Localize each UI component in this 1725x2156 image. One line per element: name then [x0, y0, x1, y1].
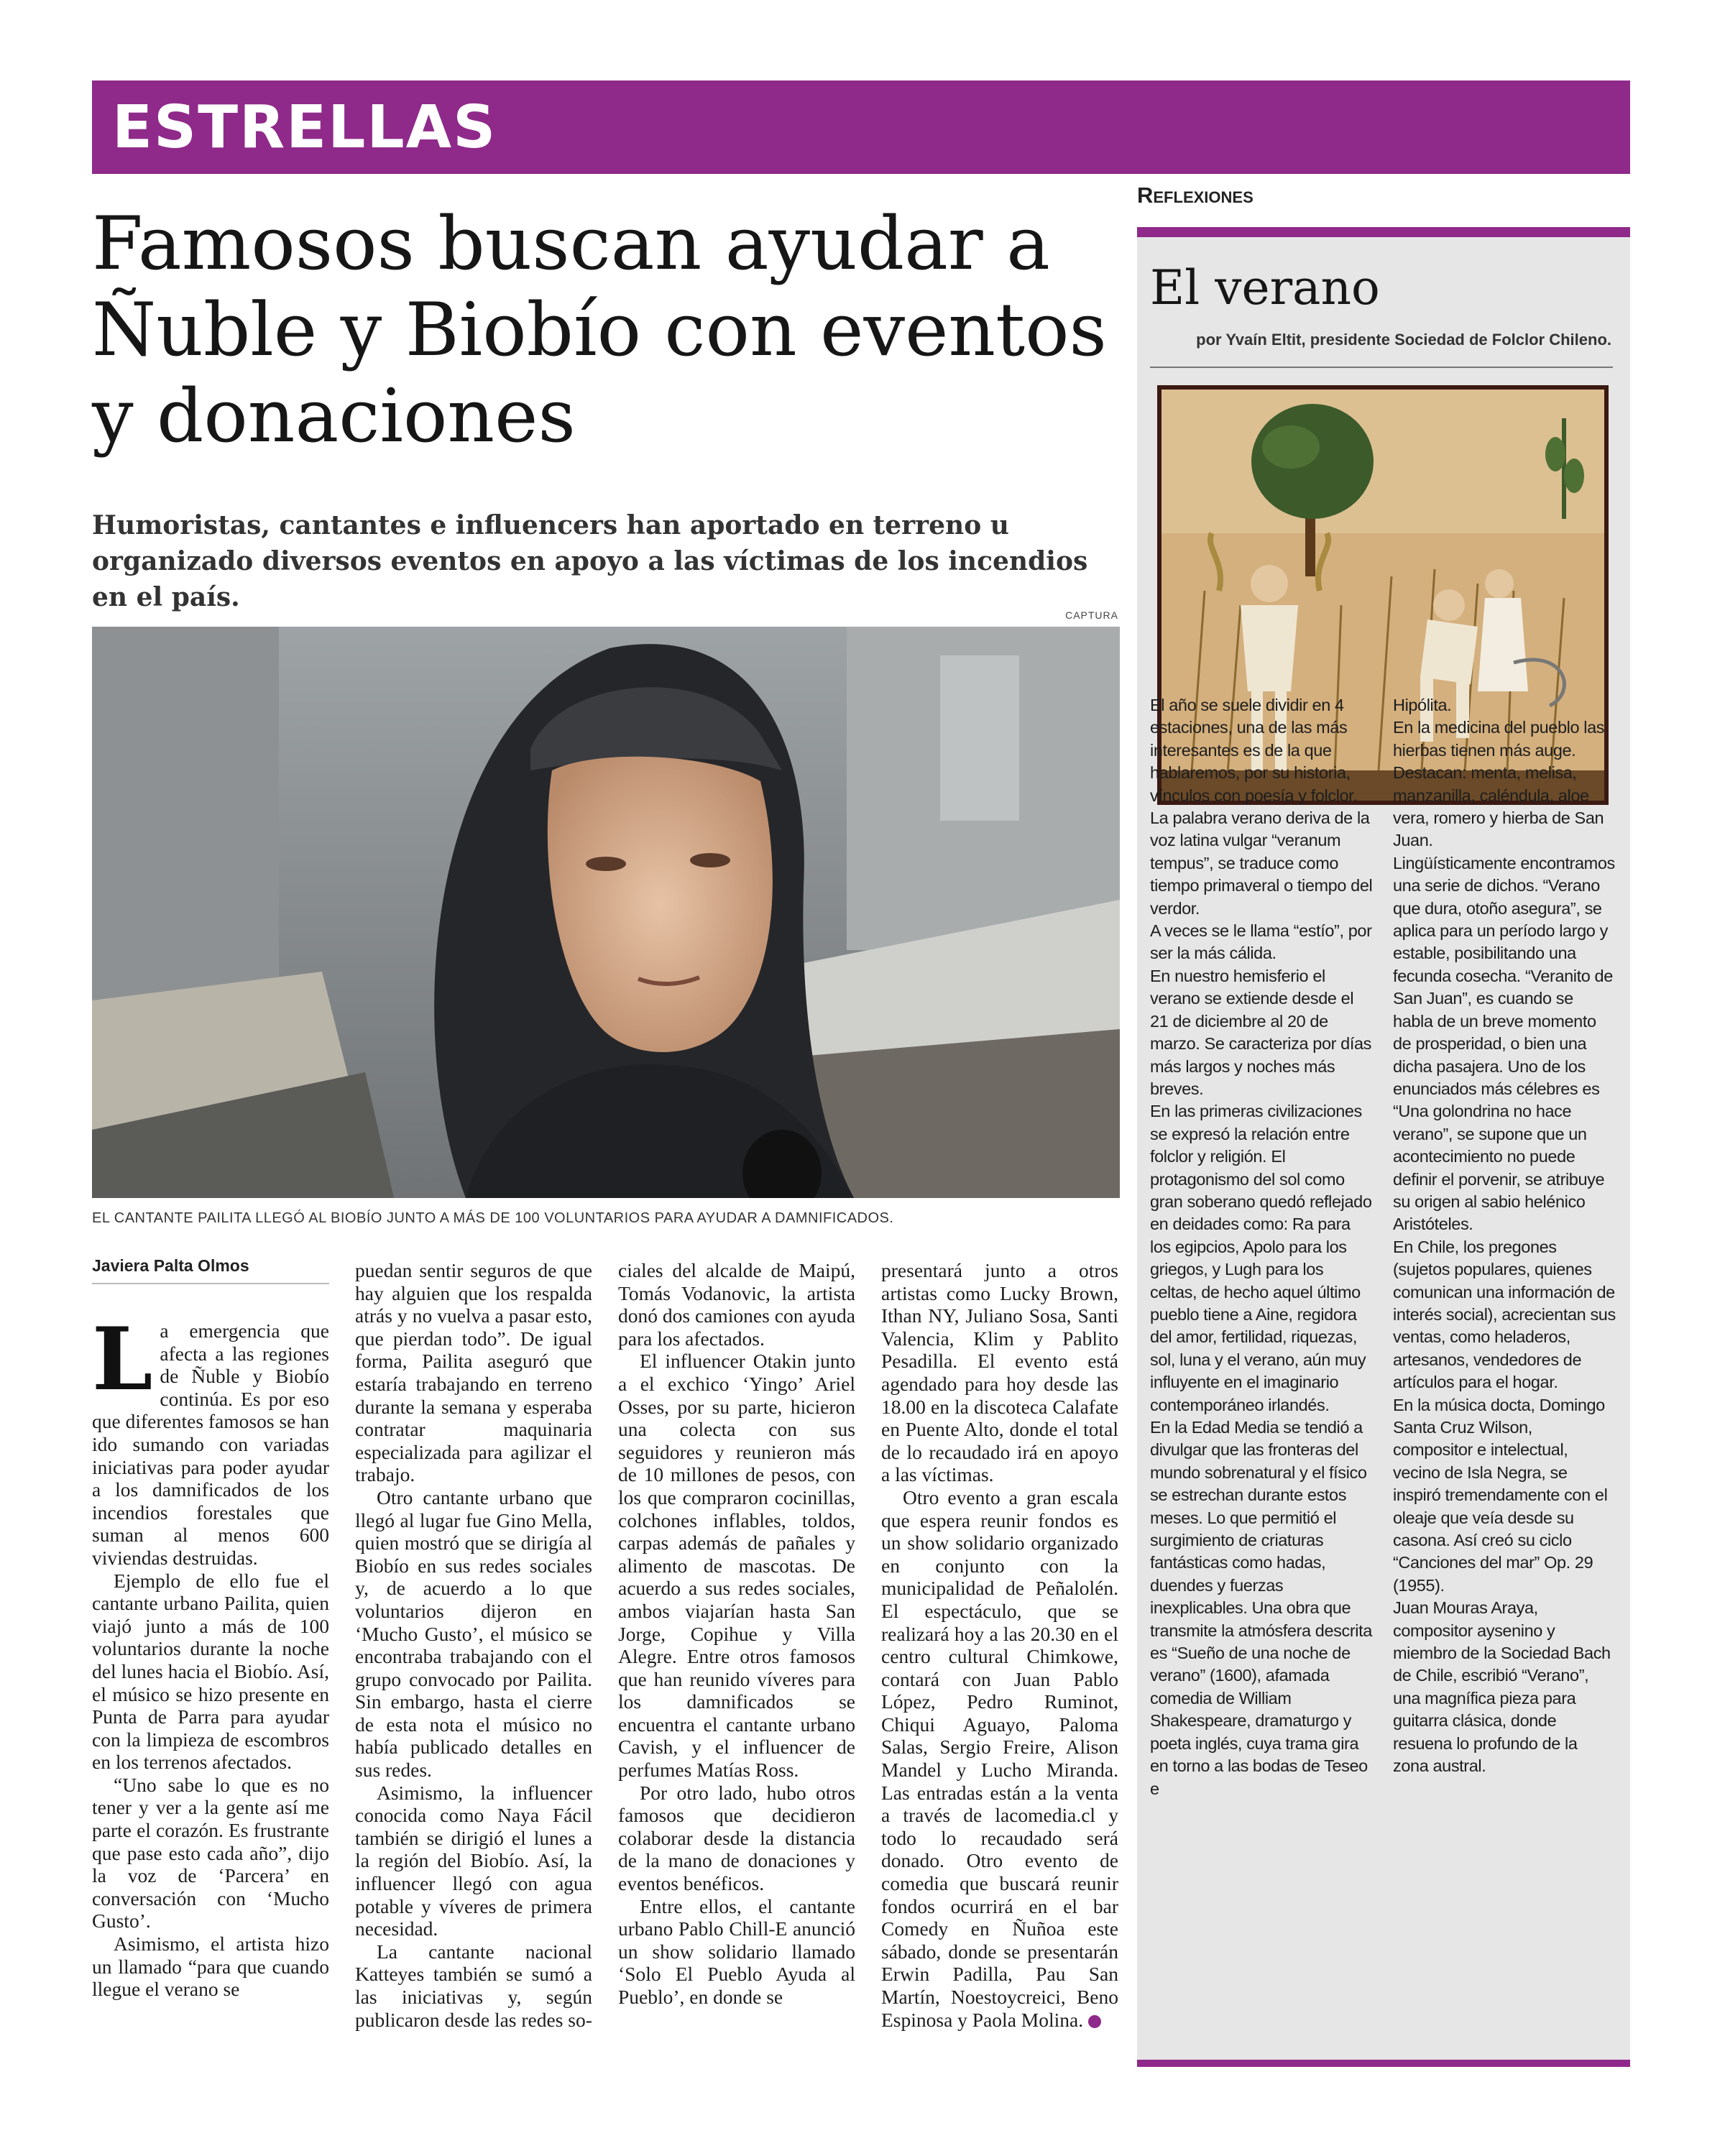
sidebar-column-2 [1393, 694, 1616, 1778]
sidebar-paragraph: Lingüísticamente encontramos una serie de dichos. “Verano que dura, otoño asegura”, se aplica para un período largo y estable, posibilitando una fecunda cosecha. “Veranito de San Juan”, es cuando se habla de un breve momento de prosperidad, o bien una dicha pasajera. Uno de los enunciados más célebres es “Una golondrina no hace verano”, se supone que un acontecimiento no puede definir el porvenir, se atribuye su origen al sabio helénico Aristóteles. [1393, 853, 1615, 1234]
article-paragraph: Otro evento a gran escala que espera reunir fondos es un show solidario organizado en conjunto con la municipalidad de Peñalolén. El espectáculo, que se realizará hoy a las 20.30 en el centro cultural Chimkowe, contará con Juan Pablo López, Pedro Ruminot, Chiqui Aguayo, Paloma Salas, Sergio Freire, Alison Mandel y Lucho Miranda. Las entradas están a la venta a través de lacomedia.cl y todo lo recaudado será donado. Otro evento de comedia que buscará reunir fondos ocurrirá en el bar Comedy en Ñuñoa este sábado, donde se presentarán Erwin Padilla, Pau San Martín, Noestoycreici, Beno Espinosa y Paola Molina. ✪ [881, 1485, 1118, 2031]
sidebar-paragraph: Hipólita. [1393, 696, 1452, 714]
sidebar-paragraph: En la medicina del pueblo las hierbas tienen más auge. Destacan: menta, melisa, manzanilla, caléndula, aloe vera, romero y hierba de San Juan. [1393, 718, 1605, 850]
byline-divider [92, 1283, 329, 1284]
article-paragraph: Asimismo, el artista hizo un llamado “para que cuando llegue el verano se [92, 1932, 329, 2001]
article-paragraph: Por otro lado, hubo otros famosos que decidieron colaborar desde la distancia de la mano de donaciones y eventos benéficos. [618, 1781, 855, 1895]
sidebar-paragraph: La palabra verano deriva de la voz latina vulgar “veranum tempus”, se traduce como tiempo primaveral o tiempo del verdor. [1150, 808, 1373, 918]
article-column-3 [618, 1259, 855, 2009]
article-paragraph: “Uno sabe lo que es no tener y ver a la gente así me parte el corazón. Es frustrante que pase esto cada año”, dijo la voz de ‘Parcera’ en conversación con ‘Mucho Gusto’. [92, 1773, 329, 1932]
sidebar-title: El verano [1150, 260, 1380, 315]
photo-credit: CAPTURA [1065, 609, 1118, 621]
article-paragraph: El influencer Otakin junto a el exchico ‘Yingo’ Ariel Osses, por su parte, hicieron una colecta con sus seguidores y reunieron más de 10 millones de pesos, con los que compraron cocinillas, colchones inflables, toldos, carpas además de pañales y alimento de mascotas. De acuerdo a sus redes sociales, ambos viajarían hasta San Jorge, Copihue y Villa Alegre. Entre otros famosos que han reunido víveres para los damnificados se encuentra el cantante urbano Cavish, y el influencer de perfumes Matías Ross. [618, 1350, 855, 1782]
article-paragraph: La emergencia que afecta a las regiones de Ñuble y Biobío continúa. Es por eso que diferentes famosos se han ido sumando con variadas iniciativas para poder ayudar a los damnificados de los incendios forestales que suman al menos 600 viviendas destruidas. [92, 1309, 329, 1569]
sidebar-paragraph: A veces se le llama “estío”, por ser la más cálida. [1150, 921, 1372, 963]
byline: Javiera Palta Olmos [92, 1256, 249, 1275]
sidebar-label: Reflexiones [1137, 183, 1254, 208]
article-column-4 [881, 1259, 1118, 2031]
article-paragraph: presentará junto a otros artistas como Lucky Brown, Ithan NY, Juliano Sosa, Santi Valencia, Klim y Pablito Pesadilla. El evento está agendado para hoy desde las 18.00 en la discoteca Calafate en Puente Alto, donde el total de lo recaudado irá en apoyo a las víctimas. [881, 1259, 1118, 1486]
article-paragraph: Entre ellos, el cantante urbano Pablo Chill-E anunció un show solidario llamado ‘Solo El Pueblo Ayuda al Pueblo’, en donde se [618, 1894, 855, 2008]
article-paragraph: puedan sentir seguros de que hay alguien que los respalda atrás y no vuelva a pasar esto, que pierdan todo”. De igual forma, Pailita aseguró que estaría trabajando en terreno durante la semana y esperaba contratar maquinaria especializada para agilizar el trabajo. [355, 1259, 592, 1486]
drop-cap: L [92, 1309, 153, 1410]
section-title: ESTRELLAS [112, 93, 497, 162]
sidebar-paragraph: En las primeras civilizaciones se expresó la relación entre folclor y religión. El protagonismo del sol como gran soberano quedó reflejado en deidades como: Ra para los egipcios, Apolo para los griegos, y Lugh para los celtas, de hecho aquel último pueblo tiene a Aine, regidora del amor, fertilidad, riquezas, sol, luna y el verano, aún muy influyente en el imaginario contemporáneo irlandés. [1150, 1102, 1372, 1414]
article-paragraph: Asimismo, la influencer conocida como Naya Fácil también se dirigió el lunes a la región del Biobío. Así, la influencer llegó con agua potable y víveres de primera necesidad. [355, 1781, 592, 1940]
sidebar-paragraph: El año se suele dividir en 4 estaciones, una de las más interesantes es de la que hablaremos, por su historia, vínculos con poesía y folclor. [1150, 696, 1358, 805]
sidebar-paragraph: En nuestro hemisferio el verano se extiende desde el 21 de diciembre al 20 de marzo. Se caracteriza por días más largos y noches más breves. [1150, 966, 1371, 1098]
sidebar-paragraph: En la Edad Media se tendió a divulgar que las fronteras del mundo sobrenatural y el físico se estrechan durante estos meses. Lo que permitió el surgimiento de criaturas fantásticas como hadas, duendes y fuerzas inexplicables. Una obra que transmite la atmósfera descrita es “Sueño de una noche de verano” (1600), afamada comedia de William Shakespeare, dramaturgo y poeta inglés, cuya trama gira en torno a las bodas de Teseo e [1150, 1418, 1372, 1798]
sidebar-paragraph: En la música docta, Domingo Santa Cruz Wilson, compositor e intelectual, vecino de Isla Negra, se inspiró tremendamente con el oleaje que veía desde su casona. Así creó su ciclo “Canciones del mar” Op. 29 (1955). [1393, 1395, 1608, 1595]
article-paragraph: La cantante nacional Katteyes también se sumó a las iniciativas y, según publicaron desde las redes so- [355, 1940, 592, 2031]
article-paragraph: Ejemplo de ello fue el cantante urbano Pailita, quien viajó junto a más de 100 voluntarios durante la noche del lunes hacia el Biobío. Así, el músico se hizo presente en Punta de Parra para ayudar con la limpieza de escombros en los terrenos afectados. [92, 1569, 329, 1774]
article-paragraph: Otro cantante urbano que llegó al lugar fue Gino Mella, quien mostró que se dirigía al Biobío en sus redes sociales y, de acuerdo a lo que voluntarios dijeron en ‘Mucho Gusto’, el músico se encontraba trabajando con el grupo convocado por Pailita. Sin embargo, hasta el cierre de esta nota el músico no había publicado detalles en sus redes. [355, 1485, 592, 1782]
article-column-1 [92, 1309, 329, 2001]
photo-caption: EL CANTANTE PAILITA LLEGÓ AL BIOBÍO JUNTO A MÁS DE 100 VOLUNTARIOS PARA AYUDAR A DAMNIFICADOS. [92, 1210, 894, 1226]
article-column-2 [355, 1259, 592, 2031]
sidebar-column-1 [1150, 694, 1373, 1800]
headline: Famosos buscan ayudar a Ñuble y Biobío con eventos y donaciones [92, 201, 1107, 459]
article-paragraph: ciales del alcalde de Maipú, Tomás Vodanovic, la artista donó dos camiones con ayuda para los afectados. [618, 1259, 855, 1350]
sidebar-paragraph: En Chile, los pregones (sujetos populares, quienes comunican una información de interés social), acrecientan sus ventas, como heladeros, artesanos, vendedores de artículos para el hogar. [1393, 1237, 1616, 1392]
sidebar-box [1137, 227, 1630, 2067]
section-banner [92, 80, 1630, 174]
sidebar-author: por Yvaín Eltit, presidente Sociedad de Folclor Chileno. [1196, 331, 1611, 349]
sidebar-divider [1150, 367, 1613, 368]
deck: Humoristas, cantantes e influencers han aportado en terreno u organizado diversos eventos en apoyo a las víctimas de los incendios en el país. [92, 510, 1088, 612]
main-photo [92, 627, 1120, 1198]
end-mark-icon: ✪ [1088, 2015, 1101, 2028]
sidebar-paragraph: Juan Mouras Araya, compositor aysenino y miembro de la Sociedad Bach de Chile, escribió “Verano”, una magnífica pieza para guitarra clásica, donde resuena lo profundo de la zona austral. [1393, 1598, 1611, 1776]
